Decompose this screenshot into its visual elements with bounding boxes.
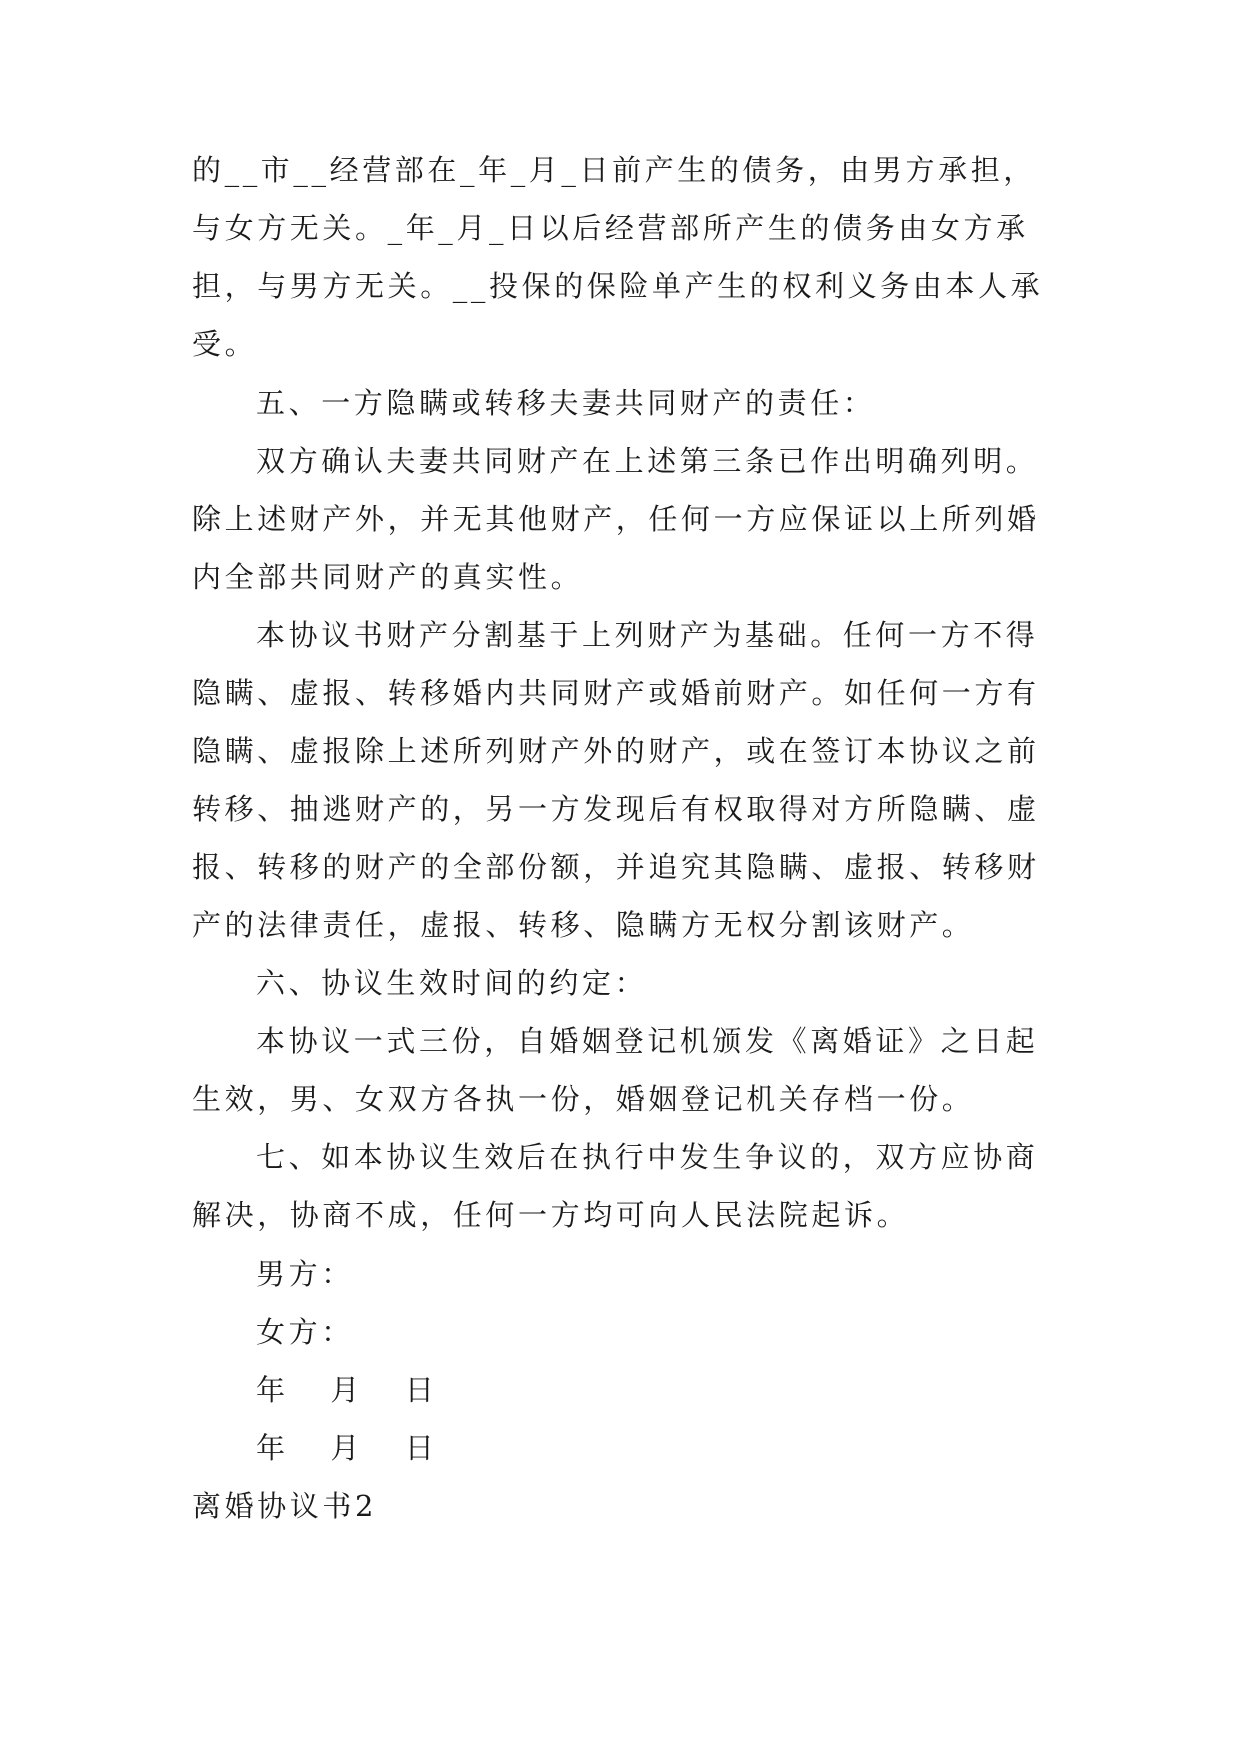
text-line: 除上述财产外，并无其他财产，任何一方应保证以上所列婚 [192,502,1040,536]
text-line: 报、转移的财产的全部份额，并追究其隐瞒、虚报、转移财 [192,850,1040,884]
text-line: 解决，协商不成，任何一方均可向人民法院起诉。 [192,1198,910,1232]
text-line: 产的法律责任，虚报、转移、隐瞒方无权分割该财产。 [192,908,975,942]
text-line: 本协议书财产分割基于上列财产为基础。任何一方不得 [256,618,1039,652]
text-line: 隐瞒、虚报、转移婚内共同财产或婚前财产。如任何一方有 [192,676,1040,710]
text-line: 隐瞒、虚报除上述所列财产外的财产，或在签订本协议之前 [192,734,1040,768]
text-line: 与女方无关。_年_月_日以后经营部所产生的债务由女方承 [192,211,1029,245]
date-line: 年 月 日 [256,1373,443,1407]
text-line: 本协议一式三份，自婚姻登记机颁发《离婚证》之日起 [256,1024,1039,1058]
section-heading-5: 五、一方隐瞒或转移夫妻共同财产的责任： [256,386,876,420]
next-document-title: 离婚协议书2 [192,1489,378,1523]
section-heading-7: 七、如本协议生效后在执行中发生争议的，双方应协商 [256,1140,1039,1174]
text-line: 转移、抽逃财产的，另一方发现后有权取得对方所隐瞒、虚 [192,792,1040,826]
text-line: 受。 [192,327,258,361]
text-line: 双方确认夫妻共同财产在上述第三条已作出明确列明。 [256,444,1039,478]
date-line: 年 月 日 [256,1431,443,1465]
text-line: 生效，男、女双方各执一份，婚姻登记机关存档一份。 [192,1082,975,1116]
section-heading-6: 六、协议生效时间的约定： [256,966,648,1000]
text-line: 担，与男方无关。__投保的保险单产生的权利义务由本人承 [192,269,1044,303]
text-line: 内全部共同财产的真实性。 [192,560,584,594]
signature-male: 男方： [256,1257,354,1291]
signature-female: 女方： [256,1315,354,1349]
text-line: 的__市__经营部在_年_月_日前产生的债务，由男方承担， [192,153,1036,187]
